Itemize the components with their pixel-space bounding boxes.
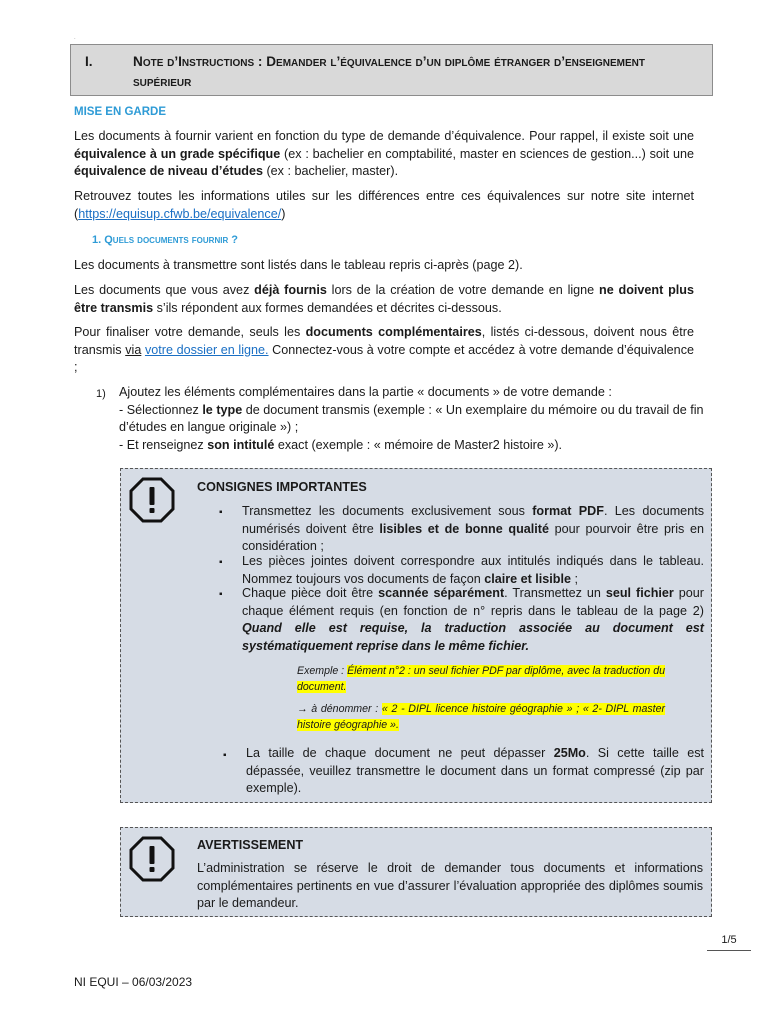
stop-warning-icon	[129, 477, 175, 523]
consigne-pdf-format: Transmettez les documents exclusivement sous format PDF. Les documents numérisés doivent être lisibles et de bonne qualité pour pourvoir être pris en considération ;	[242, 504, 705, 553]
document-title-box	[70, 44, 713, 96]
document-title: Note d’Instructions : Demander l’équivalence d’un diplôme étranger d’enseignement supérieur	[133, 54, 645, 89]
online-file-link[interactable]: votre dossier en ligne.	[144, 342, 269, 357]
mise-en-garde-heading: MISE EN GARDE	[74, 106, 167, 118]
section-1-paragraph-3: Pour finaliser votre demande, seuls les documents complémentaires, listés ci-dessous, doivent nous être transmis via votre dossier en ligne. Connectez-vous à votre compte et accédez à votre demande d’équivalence ;	[74, 325, 694, 374]
section-1-paragraph-2: Les documents que vous avez déjà fournis lors de la création de votre demande en ligne ne doivent plus être transmis s’ils répondent aux formes demandées et décrites ci-dessous.	[74, 283, 694, 315]
example-naming: → à dénommer : « 2 - DIPL licence histoire géographie » ; « 2- DIPL master histoire géographie ».	[297, 703, 665, 731]
consigne-file-size: La taille de chaque document ne peut dépasser 25Mo. Si cette taille est dépassée, veuillez transmettre le document dans un format compressé (zip par exemple).	[246, 746, 704, 795]
consignes-box	[120, 468, 712, 803]
bullet-3: ▪	[219, 589, 223, 600]
example-element-2: Exemple : Élément n°2 : un seul fichier PDF par diplôme, avec la traduction du document.	[297, 665, 666, 693]
document-reference: NI EQUI – 06/03/2023	[74, 975, 193, 989]
bullet-1: ▪	[219, 507, 223, 518]
mise-en-garde-paragraph-1: Les documents à fournir varient en fonction du type de demande d’équivalence. Pour rappel, il existe soit une équivalence à un grade spécifique (ex : bachelier en comptabilité, master en sciences de gestion...) soit une équivalence de niveau d’études (ex : bachelier, master).	[74, 129, 694, 178]
step-1-text: Ajoutez les éléments complémentaires dans la partie « documents » de votre demande : - Sélectionnez le type de document transmis (exemple : « Un exemplaire du mémoire ou du travail de fin d’études en langue originale ») ; - Et renseignez son intitulé exact (exemple : « mémoire de Master2 histoire »).	[119, 385, 704, 452]
avertissement-text: L’administration se réserve le droit de demander tous documents et informations complémentaires pertinents en vue d’assurer l’évaluation appropriée des diplômes soumis par le demandeur.	[197, 861, 703, 910]
title-number: I.	[85, 54, 93, 69]
scan-dot: .	[74, 35, 76, 41]
page-number: 1/5	[707, 932, 751, 951]
step-number: 1)	[96, 388, 106, 400]
section-1-heading: 1. Quels documents fournir ?	[92, 234, 239, 246]
avertissement-title: AVERTISSEMENT	[197, 838, 304, 852]
bullet-2: ▪	[219, 557, 223, 568]
section-1-paragraph-1: Les documents à transmettre sont listés dans le tableau repris ci-après (page 2).	[74, 258, 523, 272]
mise-en-garde-paragraph-2: Retrouvez toutes les informations utiles sur les différences entre ces équivalences sur notre site internet (https://equisup.cfwb.be/equivalence/)	[74, 189, 694, 221]
consigne-scan-separately: Chaque pièce doit être scannée séparément. Transmettez un seul fichier pour chaque élément requis (en fonction de n° repris dans le tableau de la page 2) Quand elle est requise, la traduction associée au document est systématiquement reprise dans le même fichier.	[242, 586, 704, 653]
consignes-title: CONSIGNES IMPORTANTES	[197, 480, 367, 494]
stop-warning-icon	[129, 836, 175, 882]
avertissement-box	[120, 827, 712, 917]
bullet-4: ▪	[223, 750, 227, 761]
equisup-link[interactable]: https://equisup.cfwb.be/equivalence/	[78, 206, 282, 221]
consigne-naming: Les pièces jointes doivent correspondre aux intitulés indiqués dans le tableau. Nommez toujours vos documents de façon claire et lisible ;	[242, 554, 704, 586]
